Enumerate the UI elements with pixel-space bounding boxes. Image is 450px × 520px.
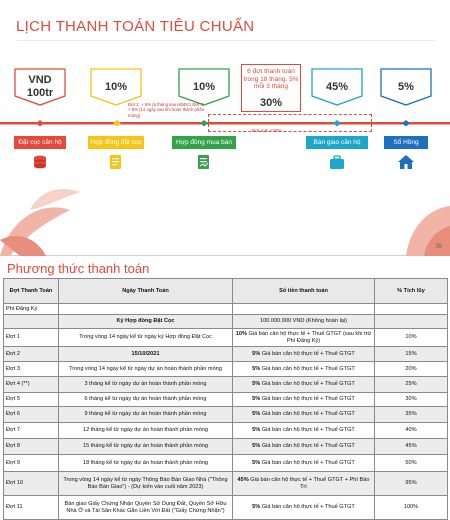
amount-percent: 5% [252,443,261,450]
cell-installment: Đợt 5 [4,393,59,407]
cell-amount [233,496,375,520]
amount-percent: 5% [252,350,261,357]
cell-date: 15 tháng kể từ ngày dự án hoàn thành phần móng [59,439,233,455]
header-amount: Số tiền thanh toán [233,279,375,304]
installment-range-note: Đợt 4-9: +30% [252,128,282,133]
house-icon [397,154,415,171]
amount-percent: 5% [252,396,261,403]
cell-date: 12 tháng kể từ ngày dự án hoàn thành phần móng [59,423,233,439]
table-row [4,472,448,496]
cell-installment: Đợt 6 [4,407,59,423]
payment-schedule-slide [0,0,450,256]
cell-date: Ký Hợp đồng Đặt Cọc [59,315,233,329]
stage-deposit: Đặt cọc căn hộ [14,136,66,149]
table-row [4,347,448,362]
table-row [4,496,448,520]
cell-installment: Đợt 3 [4,362,59,377]
cell-cumulative: 15% [375,347,448,362]
cell-date: 6 tháng kể từ ngày dự án hoàn thành phần móng [59,393,233,407]
cell-amount [233,407,375,423]
step-sale-contract-label: 10% [192,80,216,93]
slide-title: LỊCH THANH TOÁN TIÊU CHUẨN [16,18,255,35]
cell-installment [4,315,59,329]
table-row [4,304,448,315]
cell-installment: Đợt 10 [4,472,59,496]
document-icon [108,154,124,171]
amount-percent: 5% [252,459,261,466]
amount-text: Giá bán căn hộ thực tế + Thuế GTGT [260,381,355,388]
amount-text: Giá bán căn hộ thực tế + Thuế GTGT [260,350,355,357]
step-handover-box [311,68,363,106]
table-row [4,362,448,377]
cell-amount [233,304,375,315]
cell-installment: Đợt 7 [4,423,59,439]
amount-text: Giá bán căn hộ thực tế + Thuế GTGT [260,411,355,418]
amount-text: Giá bán căn hộ thực tế + Thuế GTGT + Phí Bảo Trì [248,476,370,490]
stage-contract-deposit: Hợp đồng đặt cọc [88,136,144,149]
cell-cumulative: 40% [375,423,448,439]
cell-installment: Phí Đăng Ký [4,304,59,315]
amount-percent: 5% [252,411,261,418]
table-row [4,407,448,423]
table-row [4,329,448,347]
step-deposit-box [14,68,66,106]
cell-date: Trong vòng 14 ngày kể từ ngày dự án hoàn thành phần móng [59,362,233,377]
cell-amount [233,393,375,407]
cell-cumulative: 95% [375,472,448,496]
amount-text: Giá bán căn hộ thực tế + Thuế GTGT [260,504,355,511]
suitcase-icon [328,154,346,171]
step-handover-label: 45% [325,80,349,93]
step-contract-deposit-box [90,68,142,106]
stage-handover: Bàn giao căn hộ [306,136,368,149]
coins-icon [31,154,49,170]
page-number: 39 [435,244,442,250]
cell-installment: Đợt 9 [4,455,59,472]
signed-contract-icon [195,154,213,171]
cell-amount [233,329,375,347]
milestone-marker [36,120,44,127]
table-row [4,439,448,455]
cell-date: 9 tháng kể từ ngày dự án hoàn thành phần móng [59,407,233,423]
cell-cumulative [375,304,448,315]
amount-percent: 10% [235,330,247,337]
cell-amount [233,423,375,439]
installments-text: 6 đợt thanh toán trong 18 tháng, 5% mỗi 3 tháng [243,68,299,90]
installments-value: 30% [259,97,283,109]
installment-note: Đợt 2: + 5% (6 tháng sau HĐĐC) Đợt 3: + 5% (14 ngày sau khi hoàn thành phần móng) [128,102,205,118]
cell-date: Trong vòng 14 ngày kể từ ngày ký Hợp đồng Đặt Cọc [59,329,233,347]
amount-text: Giá bán căn hộ thực tế + Thuế GTGT [260,443,355,450]
amount-text: Giá bán căn hộ thực tế + Thuế GTGT (sau khi trừ Phí Đăng Ký) [246,330,372,344]
step-pink-book-label: 5% [398,80,414,93]
cell-date: 18 tháng kể từ ngày dự án hoàn thành phần móng [59,455,233,472]
cell-amount [233,455,375,472]
cell-amount [233,362,375,377]
cell-amount [233,439,375,455]
section-title: Phương thức thanh toán [7,261,150,276]
amount-text: Giá bán căn hộ thực tế + Thuế GTGT [260,459,355,466]
cell-installment: Đợt 8 [4,439,59,455]
table-row [4,455,448,472]
amount-text: Giá bán căn hộ thực tế + Thuế GTGT [260,365,355,372]
cell-date [59,304,233,315]
amount-percent: 5% [252,381,261,388]
milestone-marker [402,120,410,127]
cell-installment: Đợt 4 (**) [4,377,59,393]
cell-cumulative: 20% [375,362,448,377]
title-divider [16,40,436,41]
cell-cumulative: 10% [375,329,448,347]
decorative-leaves-left [0,180,90,256]
table-header-row [4,279,448,304]
cell-amount: 100.000.000 VND (Không hoàn lại) [233,315,375,329]
cell-date: Trong vòng 14 ngày kể từ ngày Thông Báo Bàn Giao Nhà ("Thông Báo Bàn Giao") - (Dự kiến vào cuối năm 2023) [59,472,233,496]
table-row [4,423,448,439]
table-row [4,393,448,407]
installment-range-box [208,114,372,132]
milestone-marker [113,120,121,127]
header-payment-date: Ngày Thanh Toán [59,279,233,304]
cell-installment: Đợt 1 [4,329,59,347]
amount-percent: 5% [252,427,261,434]
milestone-marker [200,120,208,127]
header-installment: Đợt Thanh Toán [4,279,59,304]
stage-sale-contract: Hợp đồng mua bán [172,136,236,149]
payment-method-table [3,278,448,520]
cell-amount [233,347,375,362]
amount-text: Giá bán căn hộ thực tế + Thuế GTGT [260,427,355,434]
cell-date: 15/10/2021 [59,347,233,362]
amount-percent: 5% [252,365,261,372]
amount-percent: 5% [252,504,261,511]
cell-date: Bàn giao Giấy Chứng Nhận Quyền Sử Dụng Đất, Quyền Sở Hữu Nhà Ở và Tài Sản Khác Gắn Liền Với Đất ("Giấy Chứng Nhận") [59,496,233,520]
step-pink-book-box [380,68,432,106]
table-row [4,377,448,393]
step-contract-deposit-label: 10% [104,80,128,93]
cell-cumulative [375,315,448,329]
cell-cumulative: 50% [375,455,448,472]
cell-date: 3 tháng kể từ ngày dự án hoàn thành phần móng [59,377,233,393]
cell-cumulative: 35% [375,407,448,423]
step-sale-contract-box [178,68,230,106]
cell-amount [233,377,375,393]
amount-text: Giá bán căn hộ thực tế + Thuế GTGT [260,396,355,403]
cell-amount [233,472,375,496]
cell-cumulative: 100% [375,496,448,520]
cell-cumulative: 30% [375,393,448,407]
cell-cumulative: 45% [375,439,448,455]
cell-installment: Đợt 2 [4,347,59,362]
table-row [4,315,448,329]
stage-pink-book: Sổ Hồng [384,136,428,149]
cell-cumulative: 25% [375,377,448,393]
step-deposit-label: VND 100tr [26,74,54,99]
header-cumulative: % Tích lũy [375,279,448,304]
cell-installment: Đợt 11 [4,496,59,520]
amount-percent: 45% [237,476,249,483]
